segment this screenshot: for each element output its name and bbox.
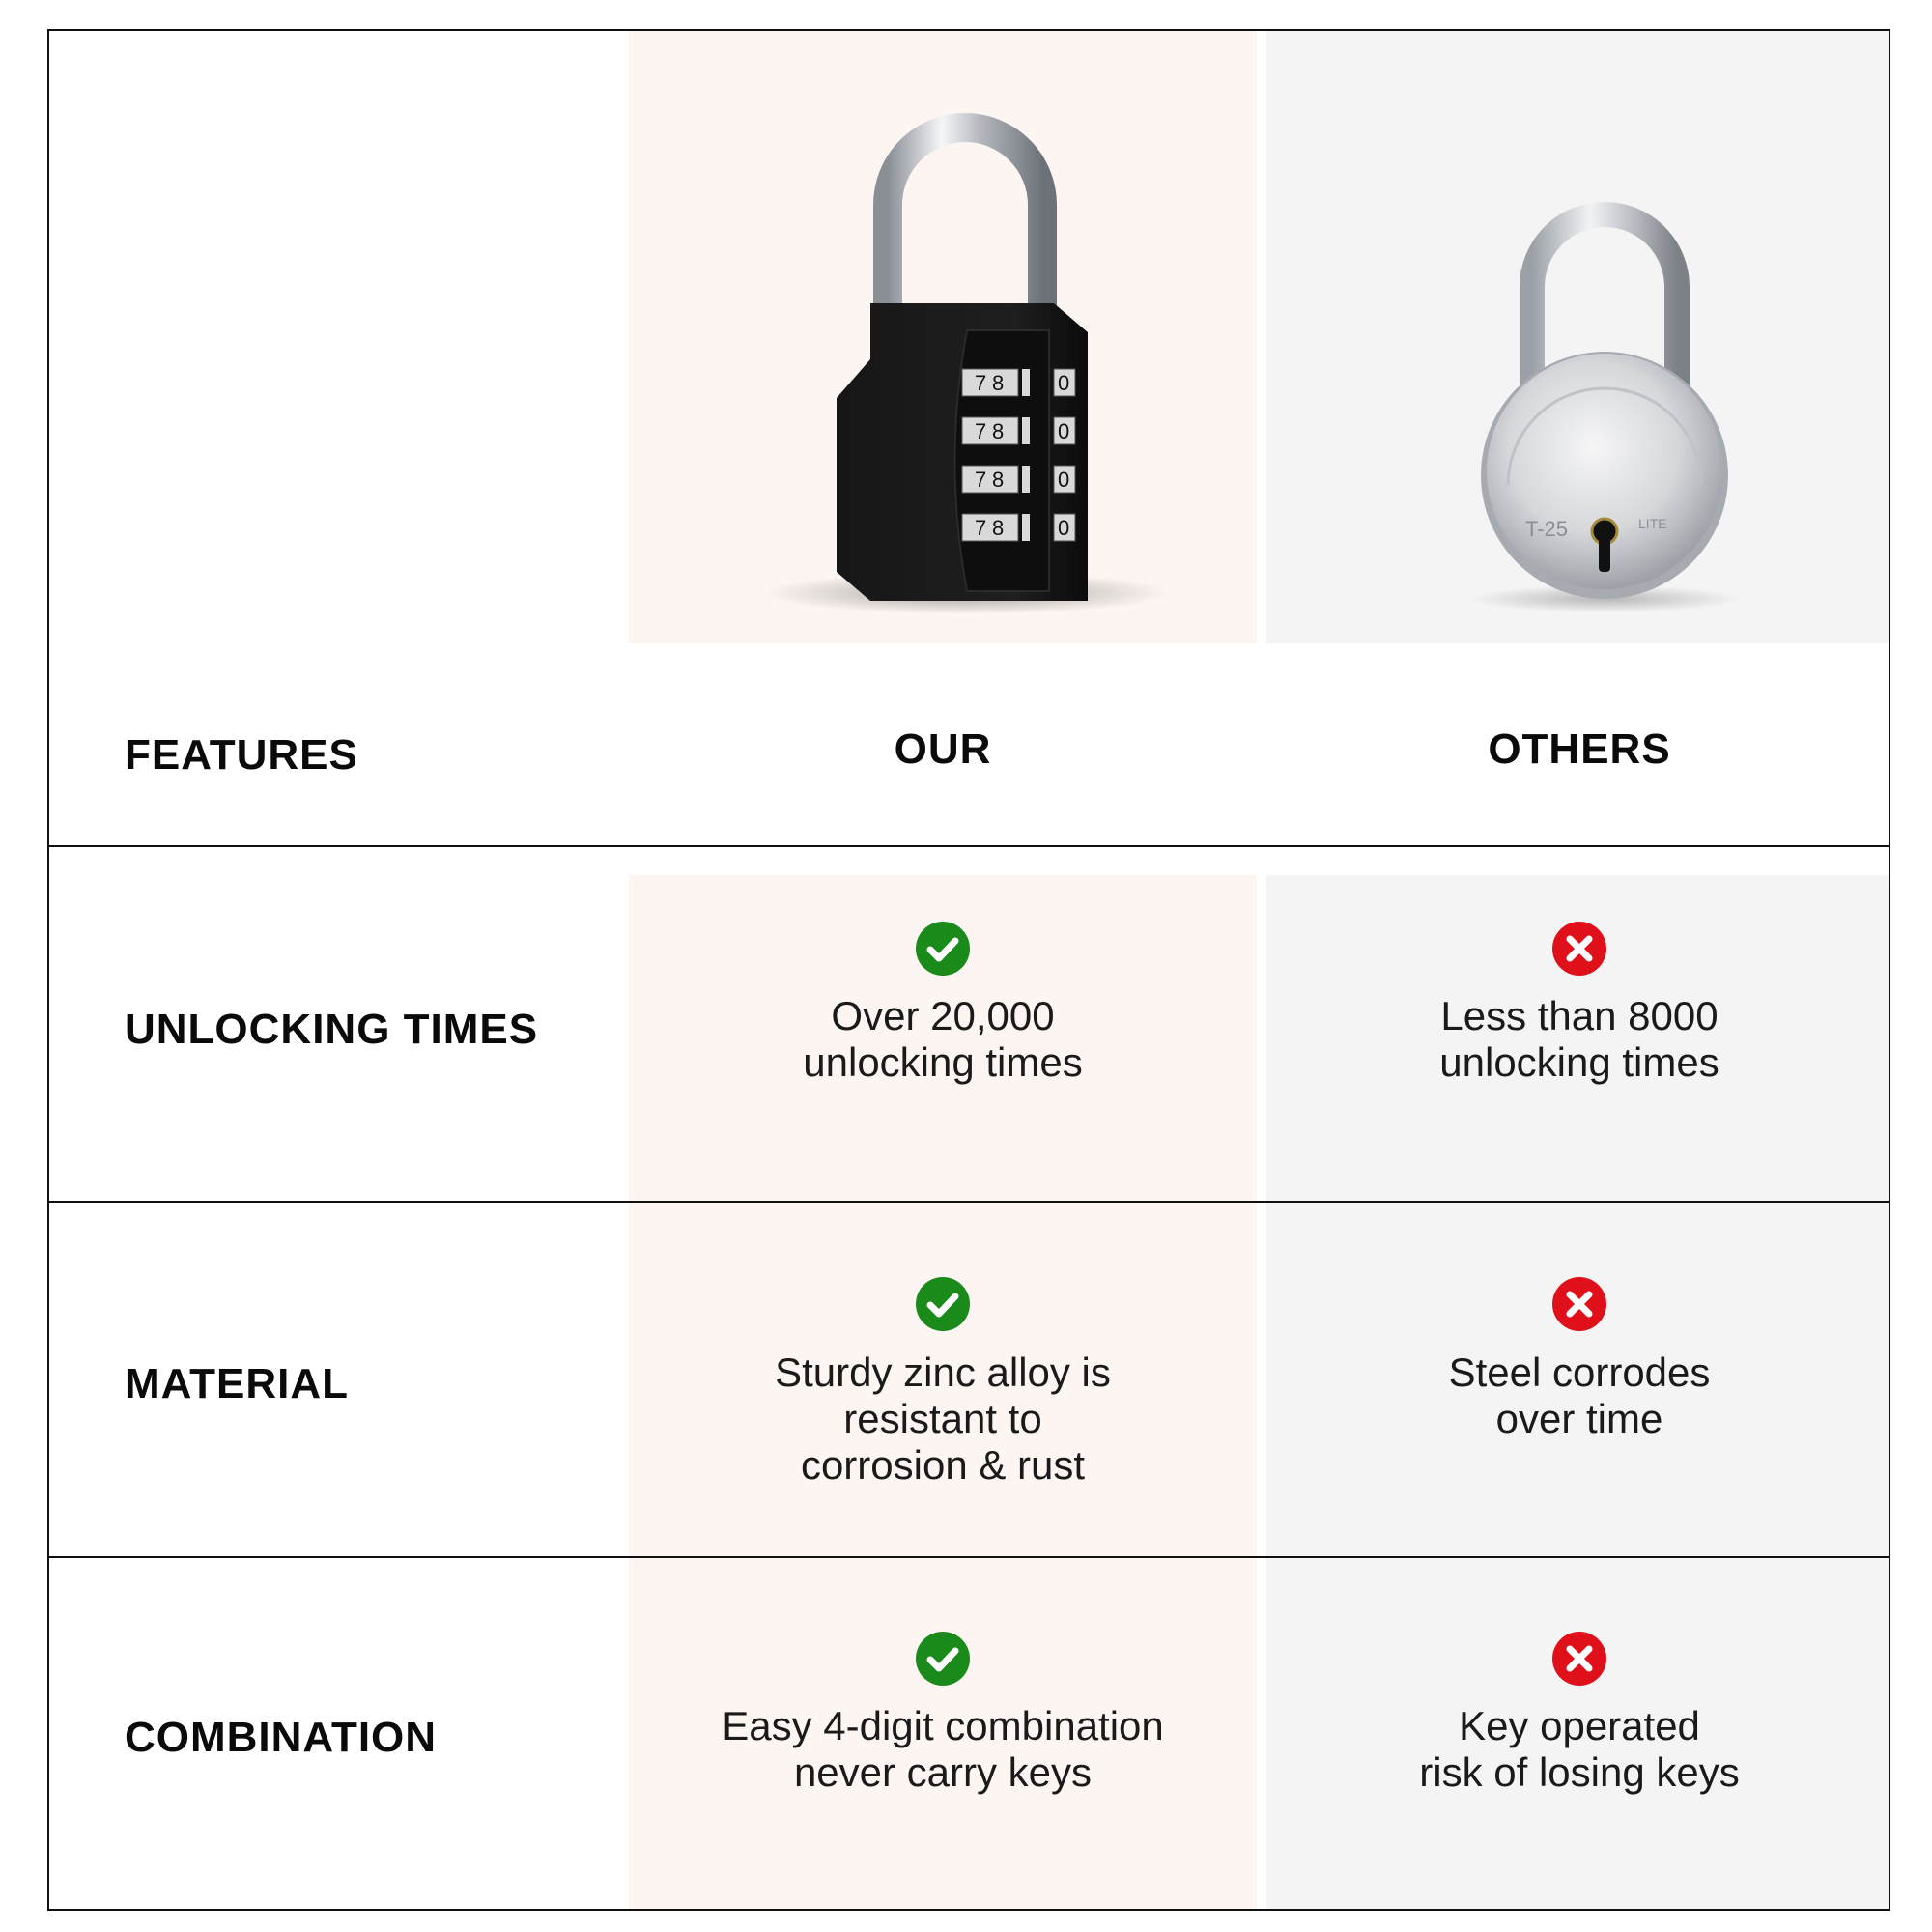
cross-circle-icon xyxy=(1551,921,1607,977)
others-cell-combination: Key operated risk of losing keys xyxy=(1419,1703,1740,1795)
others-cell-material: Steel corrodes over time xyxy=(1448,1350,1711,1441)
row-divider xyxy=(49,1201,1889,1203)
feature-label-unlocking-times: UNLOCKING TIMES xyxy=(125,1006,539,1053)
our-cell-unlocking-times: Over 20,000 unlocking times xyxy=(803,993,1083,1085)
feature-label-combination: COMBINATION xyxy=(125,1714,438,1761)
row-divider xyxy=(49,1556,1889,1558)
check-circle-icon xyxy=(915,921,971,977)
svg-text:0: 0 xyxy=(1058,468,1070,492)
svg-text:8: 8 xyxy=(992,468,1005,492)
cross-circle-icon xyxy=(1551,1631,1607,1687)
our-cell-material: Sturdy zinc alloy is resistant to corrosion & rust xyxy=(775,1350,1111,1488)
features-header: FEATURES xyxy=(125,731,358,779)
comparison-table xyxy=(47,29,1890,1911)
svg-text:0: 0 xyxy=(1058,516,1070,540)
svg-text:0: 0 xyxy=(1058,371,1070,395)
svg-text:T-25: T-25 xyxy=(1525,517,1569,541)
svg-text:7: 7 xyxy=(975,371,987,395)
svg-text:7: 7 xyxy=(975,419,987,443)
row-divider xyxy=(49,845,1889,847)
others-cell-unlocking-times: Less than 8000 unlocking times xyxy=(1439,993,1719,1085)
cross-circle-icon xyxy=(1551,1276,1607,1332)
our-cell-combination: Easy 4-digit combination never carry keys xyxy=(722,1703,1164,1795)
svg-text:8: 8 xyxy=(992,371,1005,395)
svg-text:8: 8 xyxy=(992,516,1005,540)
our-column-header: OUR xyxy=(894,725,992,773)
combination-padlock-image xyxy=(725,89,1170,630)
svg-text:8: 8 xyxy=(992,419,1005,443)
key-padlock-image xyxy=(1450,195,1759,620)
svg-text:7: 7 xyxy=(975,468,987,492)
feature-label-material: MATERIAL xyxy=(125,1360,350,1407)
others-column-header: OTHERS xyxy=(1488,725,1671,773)
svg-text:LITE: LITE xyxy=(1638,516,1667,531)
check-circle-icon xyxy=(915,1276,971,1332)
svg-text:0: 0 xyxy=(1058,419,1070,443)
svg-text:7: 7 xyxy=(975,516,987,540)
check-circle-icon xyxy=(915,1631,971,1687)
